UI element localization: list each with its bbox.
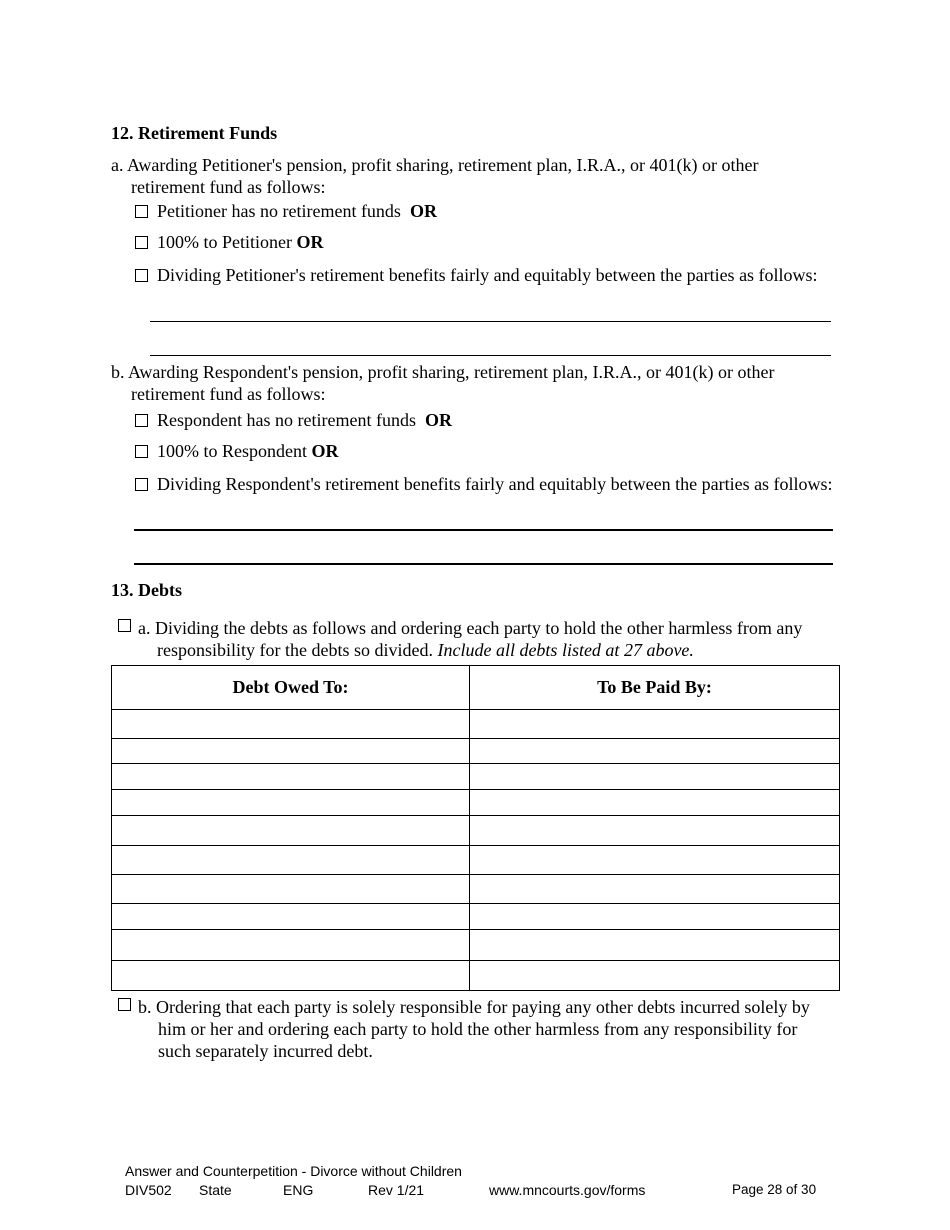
debt-owed-to-cell[interactable] <box>112 816 470 846</box>
petitioner-fill-line-1[interactable] <box>150 321 831 322</box>
debt-owed-to-cell[interactable] <box>112 739 470 764</box>
section-13a-text: responsibility for the debts so divided. <box>157 640 433 660</box>
footer-page-number: Page 28 of 30 <box>732 1182 817 1197</box>
section-13a-text-line2 <box>157 639 694 661</box>
petitioner-100-percent-option <box>157 231 323 253</box>
section-12b-text-line1: b. Awarding Respondent's pension, profit sharing, retirement plan, I.R.A., or 401(k) or other <box>111 362 775 382</box>
debt-owed-to-cell[interactable] <box>112 904 470 930</box>
option-label: 100% to Petitioner <box>157 232 292 252</box>
to-be-paid-by-cell[interactable] <box>470 790 840 816</box>
table-row <box>112 790 840 816</box>
option-label: Petitioner has no retirement funds <box>157 201 401 221</box>
section-13b-text-line1: b. Ordering that each party is solely responsible for paying any other debts incurred solely by <box>138 997 810 1017</box>
to-be-paid-by-cell[interactable] <box>470 710 840 739</box>
debt-owed-to-cell[interactable] <box>112 930 470 961</box>
section-12a-text-line1: a. Awarding Petitioner's pension, profit sharing, retirement plan, I.R.A., or 401(k) or other <box>111 155 759 175</box>
or-label: OR <box>409 201 437 221</box>
or-label: OR <box>424 410 452 430</box>
petitioner-fill-line-2[interactable] <box>150 355 831 356</box>
petitioner-no-funds-checkbox[interactable] <box>135 205 148 218</box>
option-label: Respondent has no retirement funds <box>157 410 416 430</box>
table-row <box>112 930 840 961</box>
section-13b-text-line3: such separately incurred debt. <box>158 1041 373 1061</box>
respondent-100-percent-option <box>157 440 339 462</box>
table-row <box>112 739 840 764</box>
debt-owed-to-cell[interactable] <box>112 710 470 739</box>
respondent-100-percent-checkbox[interactable] <box>135 445 148 458</box>
to-be-paid-by-cell[interactable] <box>470 846 840 875</box>
section-13a-note: Include all debts listed at 27 above. <box>437 640 694 660</box>
footer-language: ENG <box>283 1182 314 1198</box>
to-be-paid-by-cell[interactable] <box>470 764 840 790</box>
table-row <box>112 710 840 739</box>
to-be-paid-by-cell[interactable] <box>470 930 840 961</box>
petitioner-divide-checkbox[interactable] <box>135 269 148 282</box>
debt-owed-to-cell[interactable] <box>112 875 470 904</box>
table-row <box>112 846 840 875</box>
table-row <box>112 816 840 846</box>
option-label: 100% to Respondent <box>157 441 307 461</box>
debts-table <box>111 665 840 991</box>
respondent-fill-line-2[interactable] <box>134 563 833 565</box>
petitioner-100-percent-checkbox[interactable] <box>135 236 148 249</box>
footer-form-title: Answer and Counterpetition - Divorce without Children <box>125 1163 462 1179</box>
section-13b-text-line2: him or her and ordering each party to hold the other harmless from any responsibility for <box>158 1019 798 1039</box>
section-12-heading: 12. Retirement Funds <box>111 123 278 143</box>
debt-owed-to-cell[interactable] <box>112 764 470 790</box>
to-be-paid-by-header: To Be Paid By: <box>470 666 840 710</box>
footer-revision: Rev 1/21 <box>368 1182 425 1198</box>
to-be-paid-by-cell[interactable] <box>470 961 840 991</box>
debt-owed-to-header: Debt Owed To: <box>112 666 470 710</box>
respondent-no-funds-option <box>157 409 452 431</box>
debt-owed-to-cell[interactable] <box>112 846 470 875</box>
to-be-paid-by-cell[interactable] <box>470 875 840 904</box>
to-be-paid-by-cell[interactable] <box>470 739 840 764</box>
respondent-divide-checkbox[interactable] <box>135 478 148 491</box>
table-row <box>112 764 840 790</box>
petitioner-divide-option: Dividing Petitioner's retirement benefits fairly and equitably between the parties as follows: <box>157 265 818 285</box>
or-label: OR <box>311 441 339 461</box>
footer-jurisdiction: State <box>199 1182 232 1198</box>
section-13a-text-line1: a. Dividing the debts as follows and ordering each party to hold the other harmless from any <box>138 618 803 638</box>
table-header-row <box>112 666 840 710</box>
section-12b-text-line2: retirement fund as follows: <box>131 384 326 404</box>
respondent-divide-option: Dividing Respondent's retirement benefits fairly and equitably between the parties as follows: <box>157 474 833 494</box>
footer-form-id: DIV502 <box>125 1182 172 1198</box>
table-row <box>112 961 840 991</box>
divide-debts-checkbox[interactable] <box>118 619 131 632</box>
respondent-fill-line-1[interactable] <box>134 529 833 531</box>
debt-owed-to-cell[interactable] <box>112 961 470 991</box>
or-label: OR <box>296 232 324 252</box>
section-12a-text-line2: retirement fund as follows: <box>131 177 326 197</box>
separate-debts-checkbox[interactable] <box>118 998 131 1011</box>
to-be-paid-by-cell[interactable] <box>470 904 840 930</box>
petitioner-no-funds-option <box>157 200 437 222</box>
to-be-paid-by-cell[interactable] <box>470 816 840 846</box>
table-row <box>112 875 840 904</box>
debt-owed-to-cell[interactable] <box>112 790 470 816</box>
table-row <box>112 904 840 930</box>
respondent-no-funds-checkbox[interactable] <box>135 414 148 427</box>
section-13-heading: 13. Debts <box>111 580 182 600</box>
footer-url[interactable]: www.mncourts.gov/forms <box>489 1182 646 1198</box>
